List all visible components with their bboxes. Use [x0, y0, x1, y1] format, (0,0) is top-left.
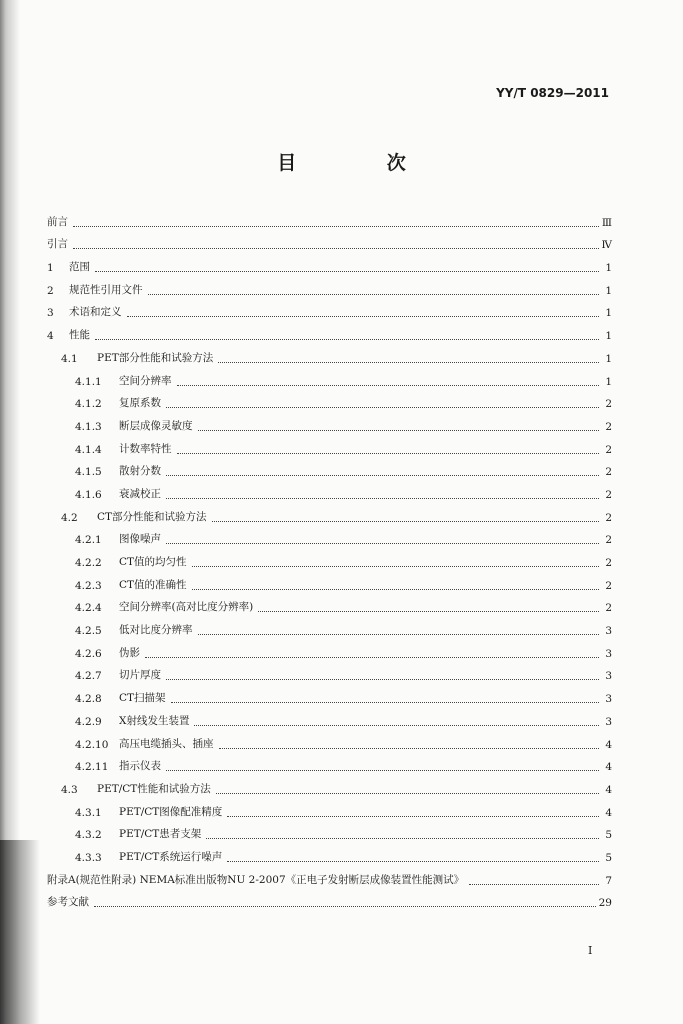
toc-entry[interactable]	[47, 796, 612, 819]
toc-entry-page: Ⅳ	[601, 239, 612, 252]
toc-entry[interactable]	[47, 660, 612, 683]
toc-entry[interactable]	[47, 251, 612, 274]
toc-entry-page: 4	[605, 761, 612, 774]
toc-entry-number: 3	[47, 307, 54, 320]
toc-entry-page: 5	[605, 829, 612, 842]
toc-entry-page: 2	[605, 579, 612, 592]
dot-leader	[95, 270, 599, 272]
toc-entry-page: 3	[605, 693, 612, 706]
dot-leader	[73, 225, 599, 227]
toc-entry-number: 4.2.8	[75, 693, 102, 706]
toc-entry-page: 29	[598, 897, 612, 910]
dot-leader	[258, 610, 599, 612]
dot-leader	[166, 678, 599, 680]
toc-entry-page: 5	[605, 851, 612, 864]
toc-entry-title: 附录A(规范性附录) NEMA标准出版物NU 2-2007《正电子发射断层成像装置性能测试》	[47, 873, 465, 886]
toc-entry-title: 空间分辨率	[119, 374, 172, 387]
dot-leader	[212, 520, 599, 522]
toc-entry-title: 术语和定义	[69, 306, 122, 319]
toc-entry-page: 3	[605, 670, 612, 683]
toc-entry[interactable]	[47, 637, 612, 660]
page-title: 目 次	[277, 152, 448, 174]
toc-entry-page: 7	[605, 874, 612, 887]
toc-entry[interactable]	[47, 456, 612, 479]
toc-entry-title: X射线发生装置	[119, 714, 190, 727]
toc-entry-number: 4.1.5	[75, 466, 102, 479]
toc-entry-page: 4	[605, 783, 612, 796]
dot-leader	[127, 315, 600, 317]
toc-entry-page: 3	[605, 715, 612, 728]
toc-entry-number: 4.2.7	[75, 670, 102, 683]
toc-entry-page: Ⅲ	[601, 216, 612, 229]
toc-entry-title: 参考文献	[47, 896, 89, 909]
toc-entry-title: CT扫描架	[119, 692, 166, 705]
toc-entry-number: 4	[47, 330, 54, 343]
toc-entry-page: 2	[605, 602, 612, 615]
toc-entry-title: 空间分辨率(高对比度分辨率)	[119, 601, 254, 614]
toc-entry-page: 2	[605, 466, 612, 479]
toc-entry[interactable]	[47, 705, 612, 728]
toc-entry[interactable]	[47, 297, 612, 320]
toc-entry-page: 1	[605, 352, 612, 365]
toc-entry[interactable]	[47, 206, 612, 229]
dot-leader	[218, 361, 599, 363]
toc-entry[interactable]	[47, 365, 612, 388]
toc-entry-number: 1	[47, 262, 54, 275]
toc-entry[interactable]	[47, 388, 612, 411]
toc-entry[interactable]	[47, 682, 612, 705]
toc-entry-page: 2	[605, 420, 612, 433]
toc-entry-page: 1	[605, 307, 612, 320]
toc-entry-number: 4.2.5	[75, 625, 102, 638]
dot-leader	[194, 724, 599, 726]
toc-entry-title: CT部分性能和试验方法	[97, 510, 207, 523]
dot-leader	[166, 769, 599, 771]
toc-entry-page: 2	[605, 488, 612, 501]
toc-entry[interactable]	[47, 751, 612, 774]
dot-leader	[166, 497, 599, 499]
toc-entry-number: 4.1.1	[75, 375, 102, 388]
toc-entry-title: 规范性引用文件	[69, 283, 143, 296]
dot-leader	[166, 406, 599, 408]
dot-leader	[227, 860, 599, 862]
toc-entry[interactable]	[47, 773, 612, 796]
dot-leader	[73, 247, 599, 249]
dot-leader	[216, 792, 599, 794]
toc-entry-title: 范围	[69, 261, 90, 274]
dot-leader	[192, 588, 599, 590]
dot-leader	[171, 701, 599, 703]
toc-entry[interactable]	[47, 478, 612, 501]
toc-entry-title: 断层成像灵敏度	[119, 419, 193, 432]
toc-entry[interactable]	[47, 569, 612, 592]
toc-entry-title: 高压电缆插头、插座	[119, 737, 214, 750]
toc-entry-title: 图像噪声	[119, 533, 161, 546]
dot-leader	[198, 633, 600, 635]
scan-edge-blot	[0, 840, 40, 1024]
toc-entry-title: 计数率特性	[119, 442, 172, 455]
toc-entry-page: 2	[605, 534, 612, 547]
dot-leader	[145, 656, 599, 658]
toc-entry-page: 4	[605, 738, 612, 751]
toc-entry-title: 低对比度分辨率	[119, 624, 193, 637]
toc-entry-number: 4.3.1	[75, 806, 102, 819]
dot-leader	[166, 542, 599, 544]
toc-entry-number: 4.1.3	[75, 420, 102, 433]
dot-leader	[95, 338, 599, 340]
toc-entry-number: 4.2.4	[75, 602, 102, 615]
toc-entry-title: 复原系数	[119, 397, 161, 410]
toc-entry-number: 4.3.2	[75, 829, 102, 842]
toc-entry[interactable]	[47, 614, 612, 637]
toc-entry-page: 1	[605, 284, 612, 297]
toc-entry-number: 4.2.1	[75, 534, 102, 547]
page-number: Ⅰ	[588, 944, 593, 957]
toc-entry-title: 前言	[47, 215, 68, 228]
toc-entry-page: 3	[605, 647, 612, 660]
table-of-contents	[47, 206, 612, 909]
toc-entry-title: 指示仪表	[119, 760, 161, 773]
toc-entry[interactable]	[47, 819, 612, 842]
toc-entry-number: 4.2	[61, 511, 78, 524]
toc-entry-number: 4.1.4	[75, 443, 102, 456]
toc-entry-page: 3	[605, 625, 612, 638]
standard-code: YY/T 0829—2011	[496, 86, 609, 100]
toc-entry-title: PET/CT患者支架	[119, 828, 202, 841]
toc-entry[interactable]	[47, 841, 612, 864]
toc-entry[interactable]	[47, 410, 612, 433]
toc-entry[interactable]	[47, 546, 612, 569]
dot-leader	[177, 384, 600, 386]
toc-entry[interactable]	[47, 319, 612, 342]
toc-entry[interactable]	[47, 728, 612, 751]
toc-entry-title: PET/CT性能和试验方法	[97, 782, 211, 795]
toc-entry-page: 1	[605, 262, 612, 275]
toc-entry-number: 2	[47, 284, 54, 297]
toc-entry[interactable]	[47, 342, 612, 365]
dot-leader	[192, 565, 599, 567]
dot-leader	[206, 837, 599, 839]
toc-entry[interactable]	[47, 864, 612, 887]
toc-entry-number: 4.2.6	[75, 647, 102, 660]
toc-entry-title: 切片厚度	[119, 669, 161, 682]
toc-entry-title: PET部分性能和试验方法	[97, 351, 214, 364]
toc-entry-number: 4.2.11	[75, 761, 109, 774]
toc-entry[interactable]	[47, 592, 612, 615]
toc-entry-title: CT值的准确性	[119, 578, 187, 591]
toc-entry-page: 4	[605, 806, 612, 819]
toc-entry[interactable]	[47, 229, 612, 252]
toc-entry-title: PET/CT图像配准精度	[119, 805, 223, 818]
toc-entry-title: 衰减校正	[119, 487, 161, 500]
toc-entry-title: CT值的均匀性	[119, 556, 187, 568]
dot-leader	[227, 815, 599, 817]
dot-leader	[219, 747, 600, 749]
toc-entry-page: 2	[605, 557, 612, 569]
toc-entry[interactable]	[47, 433, 612, 456]
dot-leader	[166, 474, 599, 476]
toc-entry-page: 2	[605, 511, 612, 524]
toc-entry-number: 4.3.3	[75, 851, 102, 864]
toc-entry-title: 散射分数	[119, 465, 161, 478]
toc-entry-title: 伪影	[119, 646, 140, 659]
dot-leader	[94, 905, 596, 907]
toc-entry-number: 4.2.9	[75, 715, 102, 728]
toc-entry[interactable]	[47, 887, 612, 910]
toc-entry-number: 4.2.2	[75, 557, 102, 569]
toc-entry-page: 1	[605, 375, 612, 388]
toc-entry-number: 4.3	[61, 783, 78, 796]
dot-leader	[469, 883, 599, 885]
dot-leader	[148, 293, 600, 295]
toc-entry-page: 2	[605, 443, 612, 456]
toc-entry-page: 2	[605, 398, 612, 411]
toc-entry-page: 1	[605, 330, 612, 343]
toc-entry-number: 4.1.2	[75, 398, 102, 411]
toc-entry[interactable]	[47, 501, 612, 524]
toc-entry-number: 4.1.6	[75, 488, 102, 501]
toc-entry-title: 性能	[69, 329, 90, 342]
toc-entry-title: 引言	[47, 238, 68, 251]
toc-entry[interactable]	[47, 524, 612, 547]
toc-entry-number: 4.1	[61, 352, 78, 365]
dot-leader	[198, 429, 600, 431]
toc-entry[interactable]	[47, 274, 612, 297]
toc-entry-title: PET/CT系统运行噪声	[119, 850, 223, 863]
toc-entry-number: 4.2.3	[75, 579, 102, 592]
dot-leader	[177, 452, 600, 454]
toc-entry-number: 4.2.10	[75, 738, 109, 751]
